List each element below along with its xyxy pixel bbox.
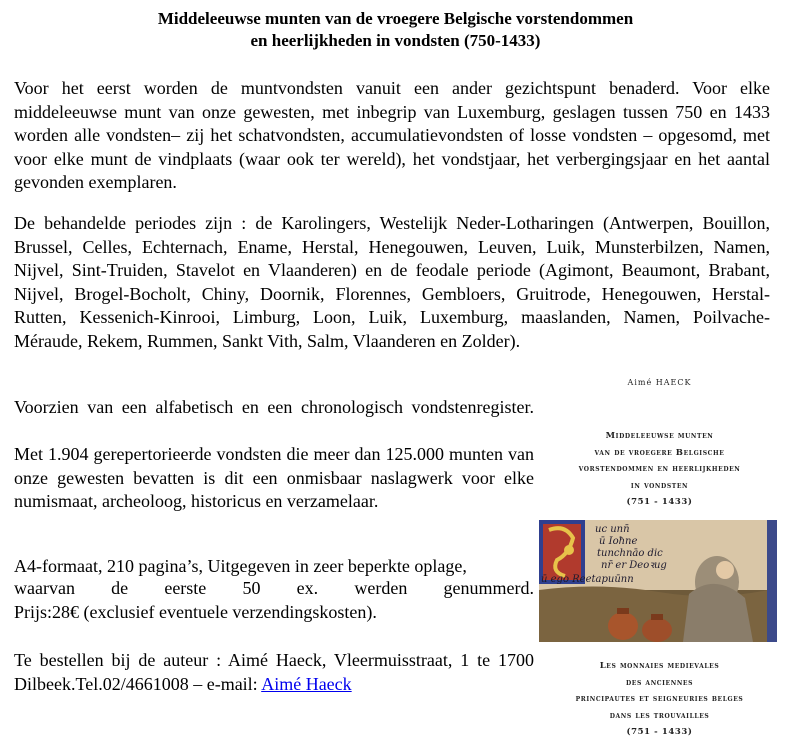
order-paragraph [14, 649, 534, 696]
numbered-line: waarvan de eerste 50 ex. werden genummerd. [14, 578, 534, 598]
manuscript-illustration [539, 520, 777, 642]
manuscript-line-5: ū ego Reetapuūnn [541, 574, 634, 585]
periods-paragraph: De behandelde periodes zijn : de Karolingers, Westelijk Neder-Lotharingen (Antwerpen, Bouillon, Brussel, Celles, Echternach, Ename, Herstal, Henegouwen, Leuven, Luik, Munsterbilzen, Namen, Nijvel, Sint-Truiden, Stavelot en Vlaanderen) en de feodale periode (Agimont, Beaumont, Brabant, Nijvel, Brogel-Bocholt, Chiny, Doornik, Florennes, Gembloers, Gruitrode, Henegouwen, Herstal-Rutten, Kessenich-Kinrooi, Limburg, Loon, Luik, Luxemburg, maaslanden, Namen, Poilvache-Méraude, Rekem, Rummen, Sankt Vith, Salm, Vlaanderen en Zolder). [14, 213, 770, 351]
page-title [0, 8, 791, 52]
author-email-link[interactable]: Aimé Haeck [261, 673, 352, 694]
manuscript-line-3: tunchnāo dic [597, 548, 663, 559]
cover-title-french: Les monnaies medievales des anciennes principautes et seigneuries belges dans les trouvailles (751 - 1433) [575, 661, 744, 737]
title-line-1: Middeleeuwse munten van de vroegere Belgische vorstendommen [157, 9, 634, 28]
count-paragraph: Met 1.904 gerepertorieerde vondsten die meer dan 125.000 munten van onze gewesten bevatten is dit een onmisbaar naslagwerk voor elke numismaat, archeoloog, historicus en verzamelaar. [14, 444, 534, 511]
manuscript-line-4: nr̄ er Deoꝛug [601, 560, 667, 571]
intro-paragraph: Voor het eerst worden de muntvondsten vanuit een ander gezichtspunt benaderd. Voor elke middeleeuwse munt van onze gewesten, met inbegrip van Luxemburg, geslagen tussen 750 en 1433 worden alle vondsten– zij het schatvondsten, accumulatievondsten of losse vondsten – opgesomd, met voor elke munt de vindplaats (waar ook ter wereld), het vondstjaar, het verbergingsjaar en het aantal gevonden exemplaren. [14, 78, 770, 192]
order-text: Te bestellen bij de auteur : Aimé Haeck, Vleermuisstraat, 1 te 1700 Dilbeek.Tel.02/4661008 – e-mail: [14, 650, 534, 694]
cover-title-dutch: Middeleeuwse munten van de vroegere Belgische vorstendommen en heerlijkheden in vondsten (751 - 1433) [578, 431, 741, 507]
manuscript-line-2: ū Ioħne [599, 536, 638, 547]
price-line: Prijs:28€ (exclusief eventuele verzendingskosten). [14, 602, 377, 622]
manuscript-line-1: uc unn̄ [595, 524, 630, 535]
format-line: A4-formaat, 210 pagina’s, Uitgegeven in zeer beperkte oplage, [14, 556, 467, 576]
title-line-2: en heerlijkheden in vondsten (750-1433) [250, 31, 541, 50]
cover-author: Aimé HAECK [627, 378, 692, 387]
book-cover [537, 372, 782, 754]
registers-paragraph: Voorzien van een alfabetisch en een chronologisch vondstenregister. [14, 397, 534, 417]
